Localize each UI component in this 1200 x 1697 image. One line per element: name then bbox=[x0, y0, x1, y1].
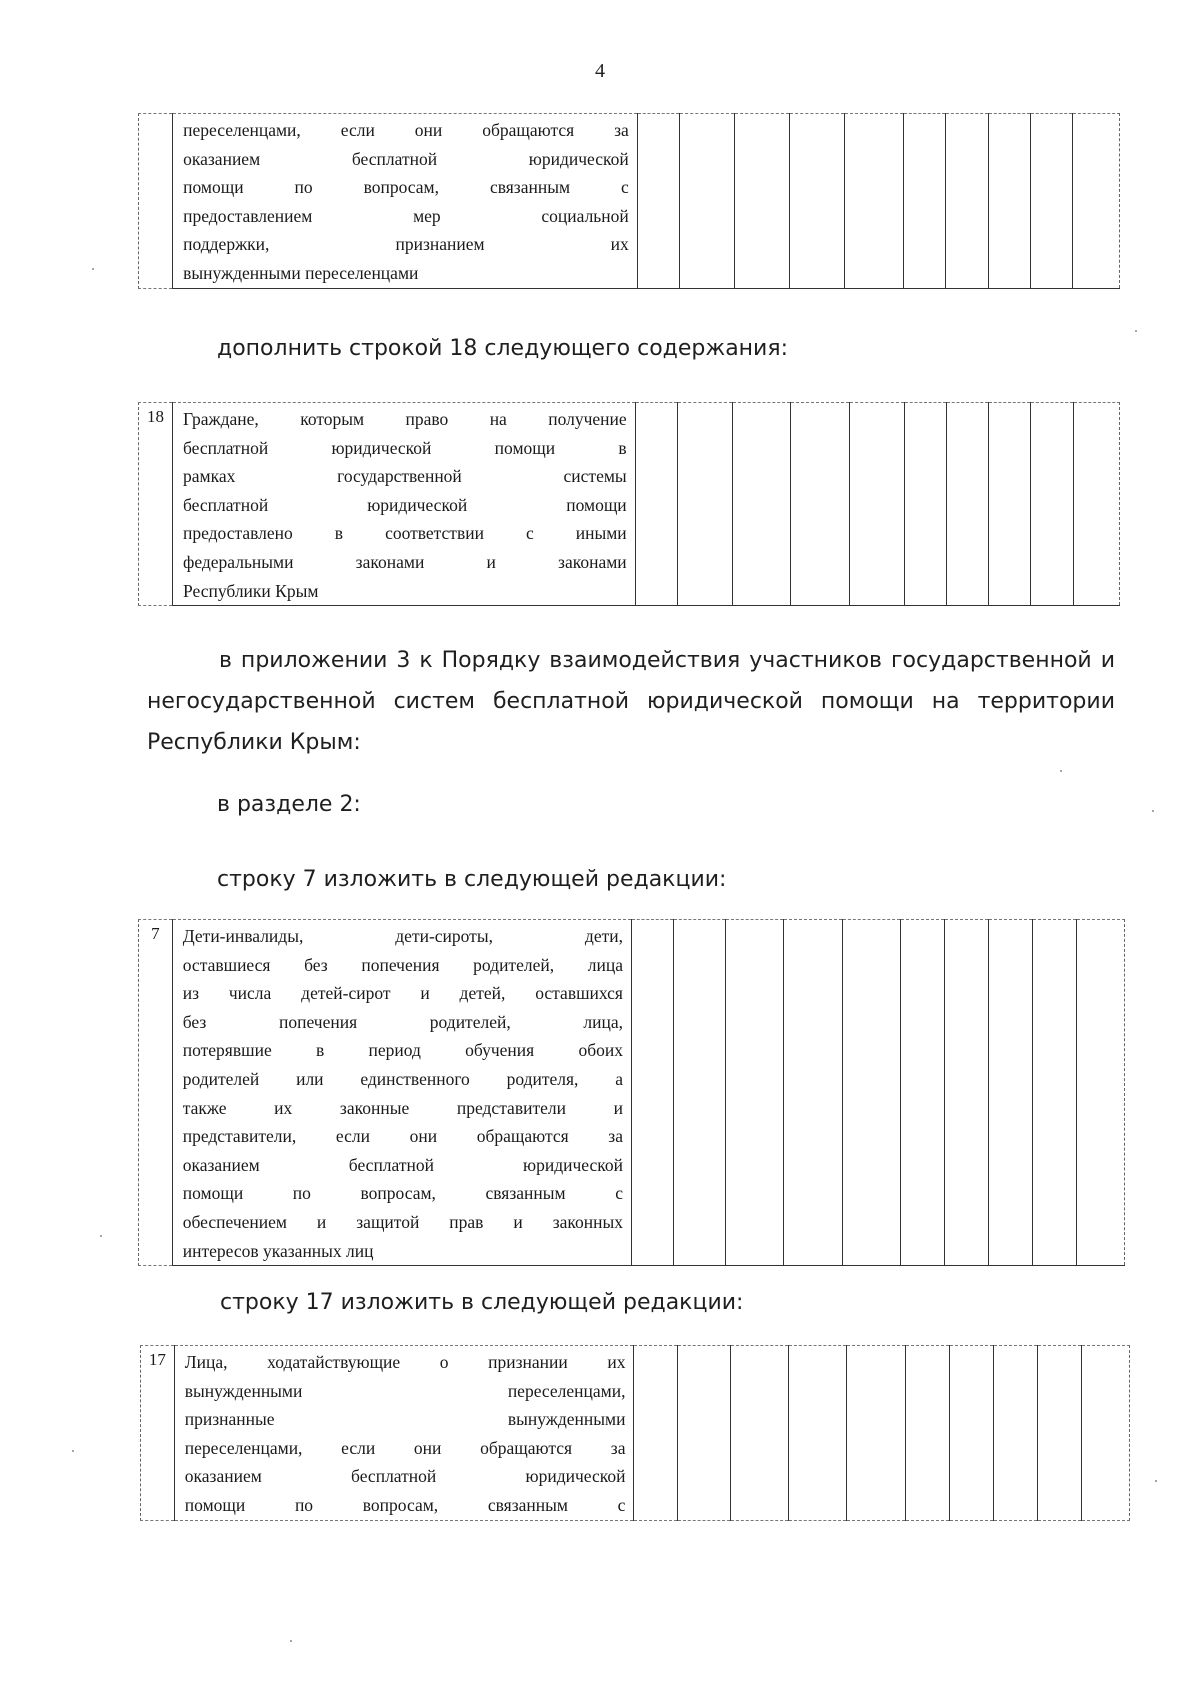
empty-cell bbox=[634, 1346, 678, 1521]
instruction-row7: строку 7 изложить в следующей редакции: bbox=[217, 867, 727, 892]
row-text-cell bbox=[173, 114, 638, 289]
text-line: бесплатной юридической помощи bbox=[183, 494, 627, 515]
empty-cell bbox=[1037, 1346, 1081, 1521]
row-text-cell bbox=[173, 403, 636, 606]
table-row18 bbox=[138, 402, 1120, 606]
text-line: переселенцами, если они обращаются за bbox=[184, 1437, 626, 1458]
empty-cell bbox=[944, 920, 988, 1266]
instruction-row17: строку 17 изложить в следующей редакции: bbox=[220, 1290, 744, 1315]
paragraph-line: негосударственной систем бесплатной юридической помощи на территории bbox=[147, 689, 1115, 714]
text-line: вынужденными переселенцами bbox=[183, 262, 419, 283]
table-fragment-top bbox=[138, 113, 1120, 289]
empty-cell bbox=[900, 920, 944, 1266]
text-line: бесплатной юридической помощи в bbox=[183, 437, 627, 458]
scan-speck bbox=[100, 1235, 102, 1237]
empty-cell bbox=[903, 114, 945, 289]
scan-speck bbox=[1135, 330, 1137, 332]
body-paragraph bbox=[147, 640, 1115, 763]
text-line: федеральными законами и законами bbox=[183, 551, 627, 572]
empty-cell bbox=[847, 1346, 905, 1521]
text-line: оказанием бесплатной юридической bbox=[182, 1154, 623, 1175]
empty-cell bbox=[946, 403, 988, 606]
empty-cell bbox=[1030, 114, 1072, 289]
table-row17 bbox=[140, 1345, 1130, 1521]
scan-speck bbox=[92, 268, 94, 270]
empty-cell bbox=[988, 114, 1030, 289]
scan-speck bbox=[72, 1450, 74, 1452]
row-number-cell bbox=[139, 114, 173, 289]
text-line: Граждане, которым право на получение bbox=[183, 409, 627, 429]
instruction-row18: дополнить строкой 18 следующего содержания: bbox=[217, 336, 789, 361]
empty-cell bbox=[1032, 920, 1076, 1266]
text-line: вынужденными переселенцами, bbox=[184, 1380, 626, 1401]
empty-cell bbox=[989, 403, 1031, 606]
empty-cell bbox=[730, 1346, 788, 1521]
empty-cell bbox=[635, 403, 677, 606]
text-line: поддержки, признанием их bbox=[183, 234, 629, 255]
empty-cell bbox=[1076, 920, 1124, 1266]
text-line: оказанием бесплатной юридической bbox=[184, 1466, 626, 1487]
empty-cell bbox=[993, 1346, 1037, 1521]
section-heading: в разделе 2: bbox=[217, 792, 361, 817]
scan-speck bbox=[290, 1640, 292, 1642]
empty-cell bbox=[1081, 1346, 1129, 1521]
text-line: Республики Крым bbox=[183, 580, 319, 601]
row-number-cell: 18 bbox=[139, 403, 173, 606]
text-line: Дети-инвалиды, дети-сироты, дети, bbox=[182, 926, 623, 946]
row-number-cell: 17 bbox=[141, 1346, 175, 1521]
text-line: потерявшие в период обучения обоих bbox=[182, 1040, 623, 1061]
text-line: оставшиеся без попечения родителей, лица bbox=[182, 954, 623, 975]
empty-cell bbox=[946, 114, 988, 289]
text-line: предоставлено в соответствии с иными bbox=[183, 523, 627, 544]
text-line: признанные вынужденными bbox=[184, 1409, 626, 1430]
empty-cell bbox=[789, 114, 844, 289]
row-text-cell bbox=[174, 1346, 634, 1521]
scan-speck bbox=[1152, 810, 1154, 812]
empty-cell bbox=[844, 114, 903, 289]
paragraph-line: Республики Крым: bbox=[147, 730, 361, 755]
text-line: также их законные представители и bbox=[182, 1097, 623, 1118]
empty-cell bbox=[949, 1346, 993, 1521]
scan-speck bbox=[1060, 770, 1062, 772]
row-text-cell bbox=[172, 920, 631, 1266]
row-number-cell: 7 bbox=[139, 920, 173, 1266]
empty-cell bbox=[735, 114, 790, 289]
text-line: Лица, ходатайствующие о признании их bbox=[184, 1352, 626, 1372]
text-line: переселенцами, если они обращаются за bbox=[183, 120, 629, 140]
empty-cell bbox=[842, 920, 900, 1266]
text-line: из числа детей-сирот и детей, оставшихся bbox=[182, 983, 623, 1004]
text-line: помощи по вопросам, связанным с bbox=[183, 177, 629, 198]
text-line: интересов указанных лиц bbox=[182, 1240, 374, 1261]
text-line: представители, если они обращаются за bbox=[182, 1126, 623, 1147]
empty-cell bbox=[678, 1346, 730, 1521]
paragraph-line: в приложении 3 к Порядку взаимодействия участников государственной и bbox=[219, 648, 1115, 673]
empty-cell bbox=[677, 403, 732, 606]
empty-cell bbox=[904, 403, 946, 606]
empty-cell bbox=[789, 1346, 847, 1521]
empty-cell bbox=[680, 114, 735, 289]
empty-cell bbox=[905, 1346, 949, 1521]
empty-cell bbox=[849, 403, 904, 606]
scan-speck bbox=[1155, 1480, 1157, 1482]
text-line: родителей или единственного родителя, а bbox=[182, 1068, 623, 1089]
empty-cell bbox=[631, 920, 673, 1266]
text-line: обеспечением и защитой прав и законных bbox=[182, 1211, 623, 1232]
table-row bbox=[139, 403, 1120, 606]
table-row bbox=[139, 114, 1120, 289]
empty-cell bbox=[1031, 403, 1073, 606]
empty-cell bbox=[784, 920, 842, 1266]
empty-cell bbox=[988, 920, 1032, 1266]
text-line: помощи по вопросам, связанным с bbox=[184, 1494, 626, 1515]
text-line: рамках государственной системы bbox=[183, 466, 627, 487]
empty-cell bbox=[1073, 114, 1120, 289]
text-line: без попечения родителей, лица, bbox=[182, 1011, 623, 1032]
table-row bbox=[141, 1346, 1130, 1521]
empty-cell bbox=[732, 403, 791, 606]
text-line: помощи по вопросам, связанным с bbox=[182, 1183, 623, 1204]
empty-cell bbox=[726, 920, 784, 1266]
empty-cell bbox=[673, 920, 725, 1266]
empty-cell bbox=[637, 114, 679, 289]
text-line: оказанием бесплатной юридической bbox=[183, 148, 629, 169]
empty-cell bbox=[1073, 403, 1119, 606]
table-row7 bbox=[138, 919, 1125, 1266]
text-line: предоставлением мер социальной bbox=[183, 205, 629, 226]
empty-cell bbox=[791, 403, 850, 606]
table-row bbox=[139, 920, 1125, 1266]
page-number: 4 bbox=[595, 60, 605, 82]
